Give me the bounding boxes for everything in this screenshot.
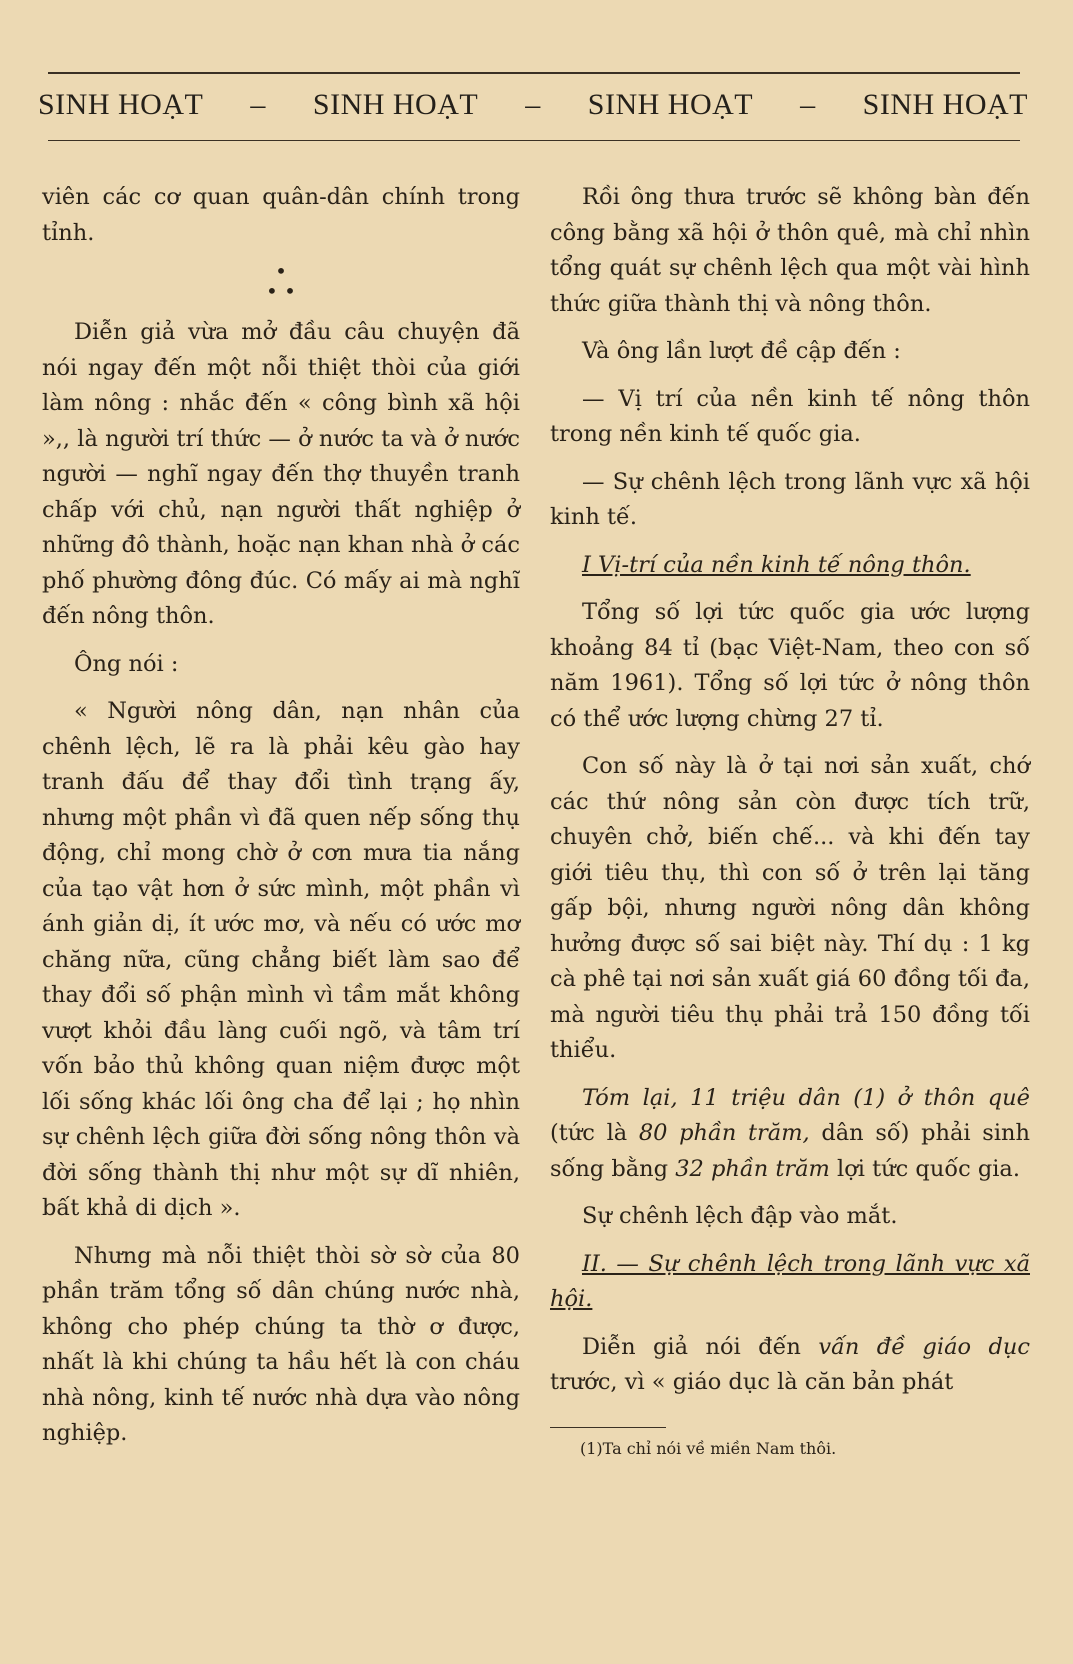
separator-dots: • • — [266, 279, 296, 303]
list-item: — Vị trí của nền kinh tế nông thôn trong nền kinh tế quốc gia. — [550, 385, 1030, 447]
header-item: SINH HOẠT — [587, 88, 754, 121]
header-top-rule — [48, 72, 1020, 74]
header-item: SINH HOẠT — [312, 88, 479, 121]
paragraph: Sự chênh lệch đập vào mắt. — [582, 1203, 898, 1229]
section-heading-text: I Vị-trí của nền kinh tế nông thôn. — [582, 551, 971, 578]
section-heading — [550, 1247, 1030, 1318]
header-dash: – — [800, 88, 816, 121]
footnote-rule — [550, 1427, 666, 1428]
paragraph: Con số này là ở tại nơi sản xuất, chớ các thứ nông sản còn được tích trữ, chuyên chở, biến chế... và khi đến tay giới tiêu thụ, thì con số ở trên lại tăng gấp bội, nhưng người nông dân không hưởng được số sai biệt này. Thí dụ : 1 kg cà phê tại nơi sản xuất giá 60 đồng tối đa, mà người tiêu thụ phải trả 150 đồng tối thiểu. — [550, 753, 1030, 1063]
separator-dot: • — [275, 259, 287, 283]
text: lợi tức quốc gia. — [829, 1155, 1020, 1182]
header-bottom-rule — [48, 140, 1020, 141]
list-item: — Sự chênh lệch trong lãnh vực xã hội kinh tế. — [550, 468, 1030, 530]
paragraph — [550, 1330, 1030, 1401]
italic-text: vấn đề giáo dục — [818, 1333, 1030, 1360]
footnote: (1)Ta chỉ nói về miền Nam thôi. — [580, 1438, 837, 1458]
running-header — [38, 88, 1028, 122]
text: Diễn giả nói đến — [582, 1333, 819, 1360]
text: dân số) phải sinh sống bằng — [550, 1120, 1030, 1182]
paragraph: Diễn giả vừa mở đầu câu chuyện đã nói ngay đến một nỗi thiệt thòi của giới làm nông : nhắc đến « công bình xã hội »,, là người trí thức — ở nước ta và ở nước người — nghĩ ngay đến thợ thuyền tranh chấp với chủ, nạn người thất nghiệp ở những đô thành, hoặc nạn khan nhà ở các phố phường đông đúc. Có mấy ai mà nghĩ đến nông thôn. — [42, 319, 520, 629]
left-column — [42, 180, 520, 1464]
header-dash: – — [525, 88, 541, 121]
italic-text: 80 phần trăm, — [638, 1120, 810, 1146]
section-heading-text: II. — Sự chênh lệch trong lãnh vực xã hội. — [550, 1250, 1030, 1312]
section-separator — [42, 259, 520, 303]
text: (tức là — [550, 1120, 639, 1146]
header-item: SINH HOẠT — [862, 88, 1028, 121]
paragraph: viên các cơ quan quân-dân chính trong tỉnh. — [42, 184, 520, 246]
text: trước, vì « giáo dục là căn bản phát — [550, 1369, 954, 1395]
italic-text: Tóm lại, 11 triệu dân (1) ở thôn quê — [582, 1084, 1030, 1111]
right-column — [550, 180, 1030, 1460]
paragraph: Rồi ông thưa trước sẽ không bàn đến công bằng xã hội ở thôn quê, mà chỉ nhìn tổng quát sự chênh lệch qua một vài hình thức giữa thành thị và nông thôn. — [550, 184, 1030, 317]
paragraph-quote: « Người nông dân, nạn nhân của chênh lệch, lẽ ra là phải kêu gào hay tranh đấu để thay đổi tình trạng ấy, nhưng một phần vì đã quen nếp sống thụ động, chỉ mong chờ ở cơn mưa tia nắng của tạo vật hơn ở sức mình, một phần vì ánh giản dị, ít ước mơ, và nếu có ước mơ chăng nữa, cũng chẳng biết làm sao để thay đổi số phận mình vì tầm mắt không vượt khỏi đầu làng cuối ngõ, và tâm trí vốn bảo thủ không quan niệm được một lối sống khác lối ông cha để lại ; họ nhìn sự chênh lệch giữa đời sống nông thôn và đời sống thành thị như một sự dĩ nhiên, bất khả di dịch ». — [42, 698, 520, 1221]
header-item: SINH HOẠT — [38, 88, 204, 121]
italic-text: 32 phần trăm — [675, 1155, 830, 1182]
section-heading — [550, 548, 1030, 584]
paragraph: Tổng số lợi tức quốc gia ước lượng khoảng 84 tỉ (bạc Việt-Nam, theo con số năm 1961). Tổng số lợi tức ở nông thôn có thể ước lượng chừng 27 tỉ. — [550, 599, 1030, 732]
header-dash: – — [250, 88, 266, 121]
paragraph-summary — [550, 1081, 1030, 1188]
paragraph: Ông nói : — [74, 650, 179, 677]
paragraph: Và ông lần lượt đề cập đến : — [582, 338, 901, 364]
paragraph: Nhưng mà nỗi thiệt thòi sờ sờ của 80 phần trăm tổng số dân chúng nước nhà, không cho phép chúng ta thờ ơ được, nhất là khi chúng ta hầu hết là con cháu nhà nông, kinh tế nước nhà dựa vào nông nghiệp. — [42, 1242, 520, 1446]
